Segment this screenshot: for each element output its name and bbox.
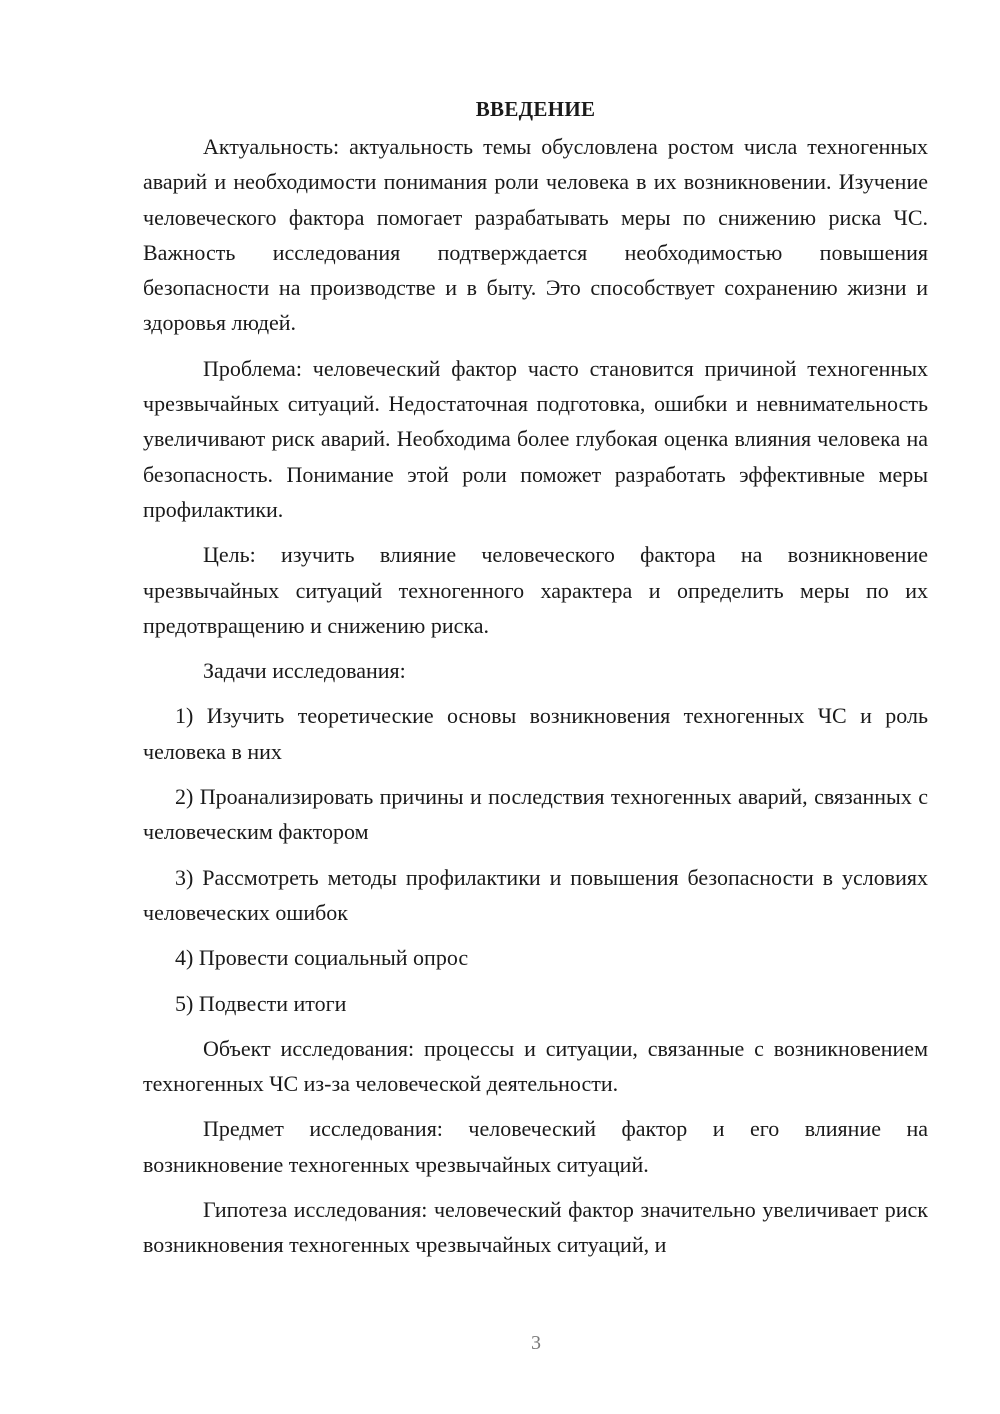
page-number: 3 bbox=[531, 1332, 541, 1354]
paragraph-goal: Цель: изучить влияние человеческого фактора на возникновение чрезвычайных ситуаций техногенного характера и определить меры по их предотвращению и снижению риска. bbox=[143, 542, 928, 638]
paragraph-hypothesis: Гипотеза исследования: человеческий фактор значительно увеличивает риск возникновения техногенных чрезвычайных ситуаций, и bbox=[143, 1197, 928, 1258]
paragraph-problem: Проблема: человеческий фактор часто становится причиной техногенных чрезвычайных ситуаций. Недостаточная подготовка, ошибки и невнимательность увеличивают риск аварий. Необходима более глубокая оценка влияния человека на безопасность. Понимание этой роли поможет разработать эффективные меры профилактики. bbox=[143, 355, 928, 522]
page-title: ВВЕДЕНИЕ bbox=[475, 97, 596, 121]
paragraph-subject: Предмет исследования: человеческий фактор и его влияние на возникновение техногенных чрезвычайных ситуаций. bbox=[143, 1116, 928, 1177]
task-item-4: 4) Провести социальный опрос bbox=[175, 945, 469, 971]
tasks-heading: Задачи исследования: bbox=[203, 658, 406, 684]
task-item-5: 5) Подвести итоги bbox=[175, 990, 347, 1016]
page-content bbox=[143, 92, 928, 1273]
paragraph-relevance: Актуальность: актуальность темы обусловлена ростом числа техногенных аварий и необходимости понимания роли человека в их возникновении. Изучение человеческого фактора помогает разрабатывать меры по снижению риска ЧС. Важность исследования подтверждается необходимостью повышения безопасности на производстве и в быту. Это способствует сохранению жизни и здоровья людей. bbox=[143, 134, 928, 336]
task-item-1: 1) Изучить теоретические основы возникновения техногенных ЧС и роль человека в них bbox=[143, 703, 928, 764]
task-item-2: 2) Проанализировать причины и последствия техногенных аварий, связанных с человеческим фактором bbox=[143, 784, 928, 845]
task-item-3: 3) Рассмотреть методы профилактики и повышения безопасности в условиях человеческих ошибок bbox=[143, 864, 928, 925]
paragraph-object: Объект исследования: процессы и ситуации, связанные с возникновением техногенных ЧС из-за человеческой деятельности. bbox=[143, 1035, 928, 1097]
